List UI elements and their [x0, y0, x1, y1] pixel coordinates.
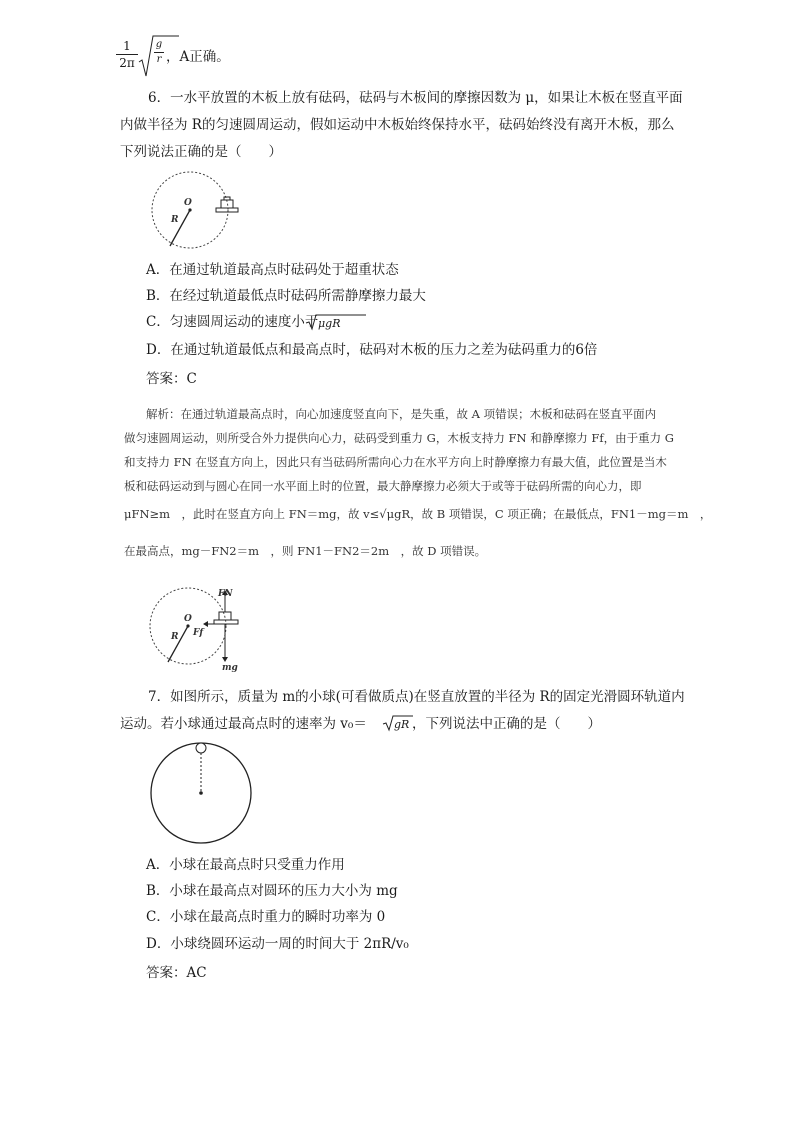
q6-line1: 6．一水平放置的木板上放有砝码，砝码与木板间的摩擦因数为 μ，如果让木板在竖直平面: [148, 90, 683, 106]
q7-option-d: D．小球绕圆环运动一周的时间大于 2πR/v₀: [146, 936, 409, 952]
q6-fig2-o: O: [184, 614, 192, 624]
q6-fig-label-o: O: [184, 198, 192, 208]
q6-line2: 内做半径为 R的匀速圆周运动，假如运动中木板始终保持水平，砝码始终没有离开木板，那么: [120, 117, 675, 133]
q6-fig-label-r: R: [171, 215, 179, 225]
q6-analysis-1: 解析：在通过轨道最高点时，向心加速度竖直向下，是失重，故 A 项错误；木板和砝码在竖直平面内: [146, 407, 657, 421]
q6-option-d: D．在通过轨道最低点和最高点时，砝码对木板的压力之差为砝码重力的6倍: [146, 342, 598, 358]
q7-sqrt-text: gR: [394, 718, 410, 731]
q6-option-c-sqrt: [306, 313, 318, 331]
q6-fig2-r: R: [171, 632, 179, 642]
q6-option-c: C．匀速圆周运动的速度小于: [146, 314, 319, 330]
q6-analysis-3: 和支持力 FN 在竖直方向上，因此只有当砝码所需向心力在水平方向上时静摩擦力有最大值，此位置是当木: [124, 455, 667, 469]
q7-line1: 7．如图所示，质量为 m的小球(可看做质点)在竖直放置的半径为 R的固定光滑圆环轨道内: [148, 689, 685, 705]
q6-option-b: B．在经过轨道最低点时砝码所需静摩擦力最大: [146, 288, 426, 304]
q7-ring-figure: [148, 742, 258, 846]
q6-analysis-2: 做匀速圆周运动，则所受合外力提供向心力，砝码受到重力 G，木板支持力 FN 和静摩擦力 Ff，由于重力 G: [124, 431, 674, 445]
q7-answer: 答案：AC: [146, 965, 207, 981]
top-fraction: [116, 40, 138, 69]
top-frac-num: 1: [123, 39, 131, 53]
q6-option-c-sqrt-text: μgR: [318, 317, 341, 330]
q6-figure-circle: [150, 172, 260, 252]
q6-fig2-mg: mg: [222, 663, 238, 673]
q6-fig2-fn: FN: [218, 589, 233, 599]
q6-analysis-4: 板和砝码运动到与圆心在同一水平面上时的位置，最大静摩擦力必须大于或等于砝码所需的向心力，即: [124, 479, 642, 493]
q6-answer: 答案：C: [146, 371, 197, 387]
q7-option-b: B．小球在最高点对圆环的压力大小为 mg: [146, 883, 398, 899]
q6-analysis-6: 在最高点，mg－FN2＝m ，则 FN1－FN2＝2m ，故 D 项错误。: [124, 544, 487, 558]
q6-option-a: A．在通过轨道最高点时砝码处于超重状态: [146, 262, 399, 278]
q6-line3: 下列说法正确的是（ ）: [120, 144, 282, 160]
q6-analysis-5: μFN≥m ，此时在竖直方向上 FN＝mg，故 v≤√μgR，故 B 项错误，C 项正确；在最低点，FN1－mg＝m ，: [124, 507, 712, 521]
q7-line2b: ，下列说法中正确的是（ ）: [412, 716, 601, 732]
top-tail: ，A正确。: [166, 49, 230, 65]
q7-option-a: A．小球在最高点时只受重力作用: [146, 857, 345, 873]
q7-line2a: 运动。若小球通过最高点时的速率为 v₀＝: [120, 716, 367, 732]
q6-fig2-ff: Ff: [193, 628, 204, 638]
top-sqrt-fraction: g r: [155, 39, 163, 65]
q7-option-c: C．小球在最高点时重力的瞬时功率为 0: [146, 909, 386, 925]
top-frac-den: 2π: [119, 56, 135, 70]
